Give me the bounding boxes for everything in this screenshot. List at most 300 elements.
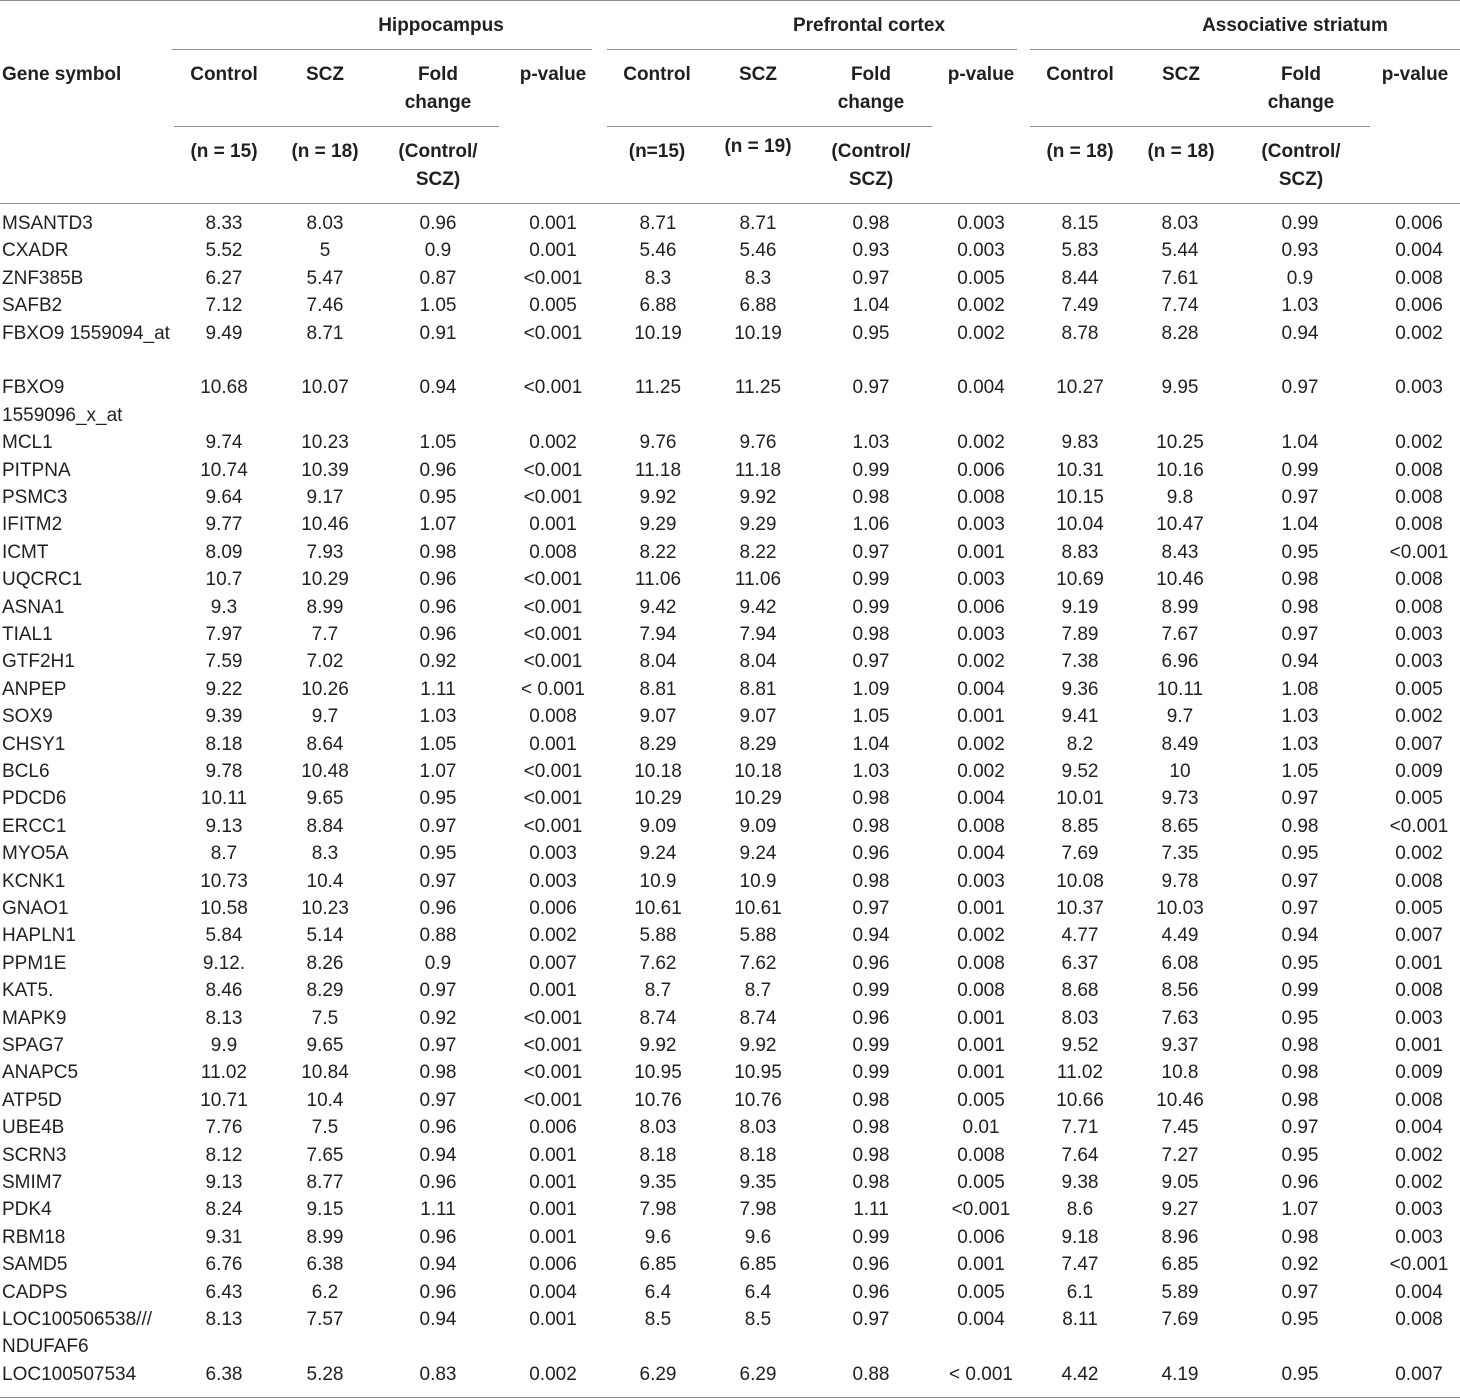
p-value-cell: 0.001 bbox=[957, 541, 1005, 563]
gene-symbol-cell: KAT5. bbox=[2, 980, 54, 1002]
fold-change-cell: 0.9 bbox=[424, 240, 452, 262]
fold-change-cell: 0.98 bbox=[1281, 1035, 1319, 1056]
p-value-cell: 0.003 bbox=[1395, 624, 1443, 645]
fold-change-cell: 0.97 bbox=[419, 815, 457, 837]
gene-symbol-cell: PDCD6 bbox=[2, 788, 67, 810]
fold-change-cell: 0.98 bbox=[852, 487, 890, 508]
control-cell: 9.13 bbox=[205, 1172, 243, 1193]
control-cell: 9.9 bbox=[210, 1035, 238, 1056]
fold-change-cell: 0.95 bbox=[1281, 952, 1319, 974]
control-cell: 7.12 bbox=[205, 295, 243, 317]
fold-change-cell: 0.92 bbox=[419, 1007, 457, 1029]
scz-cell: 9.35 bbox=[739, 1172, 777, 1193]
p-value-cell: <0.001 bbox=[523, 1007, 583, 1029]
fold-change-cell: 0.98 bbox=[852, 1144, 890, 1166]
fold-change-cell: 0.97 bbox=[1281, 1117, 1319, 1139]
fold-change-cell: 0.97 bbox=[419, 1035, 457, 1056]
table-row bbox=[0, 1142, 1460, 1169]
scz-cell: 8.56 bbox=[1161, 980, 1199, 1002]
gene-symbol-cell: ANPEP bbox=[2, 678, 67, 700]
scz-cell: 7.74 bbox=[1161, 295, 1199, 317]
p-value-cell: < 0.001 bbox=[949, 1363, 1013, 1385]
scz-cell: 8.22 bbox=[739, 541, 777, 563]
scz-cell: 6.29 bbox=[739, 1363, 777, 1385]
scz-cell: 10.29 bbox=[734, 788, 782, 810]
scz-cell: 7.62 bbox=[739, 952, 777, 974]
fold-change-cell: 0.98 bbox=[852, 1117, 890, 1139]
fold-change-cell: 0.96 bbox=[419, 569, 457, 591]
p-value-cell: 0.004 bbox=[1395, 1281, 1443, 1303]
control-cell: 8.85 bbox=[1061, 815, 1099, 837]
p-value-cell: <0.001 bbox=[523, 377, 583, 399]
scz-cell: 9.37 bbox=[1161, 1035, 1199, 1056]
control-cell: 8.2 bbox=[1066, 733, 1094, 755]
table-row bbox=[0, 457, 1460, 484]
control-cell: 8.18 bbox=[639, 1144, 677, 1166]
fold-change-cell: 0.97 bbox=[1281, 377, 1319, 399]
control-cell: 8.11 bbox=[1062, 1309, 1098, 1330]
table-row bbox=[0, 1251, 1460, 1278]
scz-cell: 9.95 bbox=[1161, 377, 1199, 399]
fold-change-cell: 0.96 bbox=[852, 1281, 890, 1303]
p-value-cell: 0.003 bbox=[957, 569, 1005, 591]
fold-change-cell: 1.11 bbox=[420, 1199, 456, 1221]
p-value-header: p-value bbox=[519, 64, 587, 85]
fold-change-cell: 0.96 bbox=[419, 1226, 457, 1248]
p-value-cell: 0.003 bbox=[957, 624, 1005, 645]
table-row bbox=[0, 429, 1460, 456]
scz-cell: 9.27 bbox=[1161, 1199, 1199, 1221]
group-rule-prefrontal bbox=[607, 49, 1017, 50]
control-cell: 9.3 bbox=[210, 596, 238, 618]
control-cell: 10.04 bbox=[1056, 514, 1104, 536]
control-cell: 8.81 bbox=[639, 678, 677, 700]
p-value-cell: 0.003 bbox=[957, 213, 1005, 234]
fold-change-cell: 0.98 bbox=[1281, 1062, 1319, 1084]
scz-header: SCZ bbox=[306, 64, 344, 85]
fold-change-cell: 1.07 bbox=[419, 761, 457, 782]
p-value-cell: < 0.001 bbox=[521, 678, 585, 700]
control-cell: 5.88 bbox=[639, 925, 677, 947]
scz-cell: 10.46 bbox=[1156, 1089, 1204, 1111]
fold-change-cell: 0.9 bbox=[1286, 267, 1314, 289]
scz-cell: 11.06 bbox=[734, 569, 782, 591]
ratio-line-2: SCZ) bbox=[848, 168, 894, 190]
control-cell: 9.31 bbox=[205, 1226, 243, 1248]
scz-cell: 7.45 bbox=[1161, 1117, 1199, 1139]
p-value-cell: 0.003 bbox=[1395, 1199, 1443, 1221]
control-cell: 11.02 bbox=[200, 1062, 248, 1084]
fold-label: Fold bbox=[1280, 64, 1322, 85]
fold-change-cell: 1.03 bbox=[1281, 733, 1319, 755]
fold-change-cell: 0.96 bbox=[419, 1117, 457, 1139]
scz-cell: 8.64 bbox=[306, 733, 344, 755]
gene-symbol-cell: FBXO9 1559096_x_at bbox=[2, 377, 123, 426]
p-value-cell: 0.001 bbox=[529, 1199, 577, 1221]
ratio-header bbox=[806, 138, 936, 193]
scz-cell: 5.44 bbox=[1161, 240, 1199, 262]
control-cell: 9.77 bbox=[205, 514, 243, 536]
scz-cell: 8.29 bbox=[739, 733, 777, 755]
gene-symbol-cell: GNAO1 bbox=[2, 898, 69, 919]
fold-change-cell: 0.98 bbox=[852, 213, 890, 234]
p-value-cell: 0.003 bbox=[1395, 651, 1443, 673]
scz-cell: 8.49 bbox=[1161, 733, 1199, 755]
control-cell: 7.64 bbox=[1061, 1144, 1099, 1166]
fold-change-cell: 0.98 bbox=[1281, 596, 1319, 618]
scz-cell: 5.89 bbox=[1161, 1281, 1199, 1303]
scz-cell: 6.85 bbox=[739, 1254, 777, 1276]
control-cell: 6.88 bbox=[639, 295, 677, 317]
p-value-cell: 0.007 bbox=[1395, 925, 1443, 947]
control-header: Control bbox=[1046, 64, 1114, 85]
fold-change-cell: 0.97 bbox=[852, 267, 890, 289]
subheader-rule-prefrontal bbox=[607, 126, 932, 127]
scz-cell: 11.18 bbox=[734, 459, 782, 481]
control-cell: 4.77 bbox=[1061, 925, 1099, 947]
scz-cell: 10.48 bbox=[301, 761, 349, 782]
control-cell: 6.85 bbox=[639, 1254, 677, 1276]
gene-symbol-cell: UQCRC1 bbox=[2, 569, 83, 591]
p-value-cell: 0.003 bbox=[957, 870, 1005, 892]
scz-cell: 7.5 bbox=[311, 1117, 339, 1139]
table-row bbox=[0, 1196, 1460, 1223]
control-cell: 10.76 bbox=[634, 1089, 682, 1111]
p-value-cell: 0.002 bbox=[1395, 1144, 1443, 1166]
p-value-cell: 0.008 bbox=[1395, 980, 1443, 1002]
table-row bbox=[0, 1087, 1460, 1114]
gene-symbol-cell: ANAPC5 bbox=[2, 1062, 79, 1084]
control-cell: 5.46 bbox=[639, 240, 677, 262]
fold-change-cell: 0.95 bbox=[1281, 1144, 1319, 1166]
scz-cell: 8.28 bbox=[1161, 322, 1199, 344]
p-value-cell: 0.004 bbox=[1395, 1117, 1443, 1139]
p-value-cell: 0.009 bbox=[1395, 761, 1443, 782]
p-value-cell: <0.001 bbox=[1389, 815, 1449, 837]
control-cell: 5.84 bbox=[205, 925, 243, 947]
fold-change-cell: 0.99 bbox=[852, 596, 890, 618]
p-value-cell: 0.008 bbox=[1395, 596, 1443, 618]
control-cell: 9.78 bbox=[205, 761, 243, 782]
table-row bbox=[0, 237, 1460, 264]
p-value-cell: <0.001 bbox=[523, 624, 583, 645]
control-cell: 8.7 bbox=[644, 980, 672, 1002]
table-row bbox=[0, 1032, 1460, 1059]
scz-cell: 8.5 bbox=[744, 1309, 772, 1330]
fold-change-cell: 0.95 bbox=[1281, 1007, 1319, 1029]
p-value-cell: 0.005 bbox=[1395, 898, 1443, 919]
scz-cell: 9.78 bbox=[1161, 870, 1199, 892]
p-value-cell: <0.001 bbox=[523, 651, 583, 673]
scz-cell: 7.7 bbox=[311, 624, 339, 645]
n-scz-header: (n = 19) bbox=[724, 136, 792, 157]
scz-cell: 6.88 bbox=[739, 295, 777, 317]
fold-change-cell: 0.97 bbox=[852, 377, 890, 399]
gene-symbol-cell: MCL1 bbox=[2, 432, 53, 454]
ratio-line-1: (Control/ bbox=[1261, 141, 1341, 162]
control-cell: 8.74 bbox=[639, 1007, 677, 1029]
scz-cell: 10.18 bbox=[734, 761, 782, 782]
p-value-cell: 0.004 bbox=[1395, 240, 1443, 262]
fold-change-cell: 0.99 bbox=[852, 1035, 890, 1056]
p-value-cell: 0.008 bbox=[957, 952, 1005, 974]
p-value-cell: 0.001 bbox=[957, 1035, 1005, 1056]
n-control-header: (n = 18) bbox=[1046, 141, 1114, 162]
gene-symbol-cell: GTF2H1 bbox=[2, 651, 75, 673]
p-value-cell: 0.003 bbox=[1395, 377, 1443, 399]
gene-symbol-cell: CHSY1 bbox=[2, 733, 66, 755]
gene-symbol-cell: LOC100506538/// NDUFAF6 bbox=[2, 1309, 153, 1358]
fold-change-cell: 1.03 bbox=[419, 706, 457, 728]
p-value-cell: 0.001 bbox=[1395, 952, 1443, 974]
scz-cell: 8.03 bbox=[306, 213, 344, 234]
p-value-cell: 0.007 bbox=[1395, 733, 1443, 755]
gene-symbol-cell: ERCC1 bbox=[2, 815, 67, 837]
control-cell: 9.35 bbox=[639, 1172, 677, 1193]
table-row bbox=[0, 950, 1460, 977]
p-value-cell: <0.001 bbox=[1389, 1254, 1449, 1276]
p-value-cell: 0.008 bbox=[957, 487, 1005, 508]
p-value-cell: 0.008 bbox=[957, 815, 1005, 837]
p-value-cell: 0.001 bbox=[529, 240, 577, 262]
gene-symbol-cell: PSMC3 bbox=[2, 487, 68, 508]
table-row bbox=[0, 1059, 1460, 1086]
fold-change-cell: 0.98 bbox=[1281, 1226, 1319, 1248]
scz-cell: 10.19 bbox=[734, 322, 782, 344]
scz-cell: 6.85 bbox=[1161, 1254, 1199, 1276]
scz-cell: 8.18 bbox=[739, 1144, 777, 1166]
fold-change-cell: 0.96 bbox=[419, 898, 457, 919]
control-cell: 6.76 bbox=[205, 1254, 243, 1276]
control-cell: 9.52 bbox=[1061, 761, 1099, 782]
p-value-cell: 0.002 bbox=[529, 432, 577, 454]
scz-cell: 10.76 bbox=[734, 1089, 782, 1111]
fold-change-cell: 0.99 bbox=[1281, 980, 1319, 1002]
fold-change-header bbox=[811, 61, 931, 116]
fold-change-cell: 1.04 bbox=[852, 733, 890, 755]
p-value-cell: 0.005 bbox=[957, 1281, 1005, 1303]
table-row bbox=[0, 895, 1460, 922]
scz-cell: 6.2 bbox=[311, 1281, 339, 1303]
p-value-cell: 0.004 bbox=[957, 678, 1005, 700]
p-value-cell: 0.002 bbox=[957, 322, 1005, 344]
control-cell: 7.38 bbox=[1061, 651, 1099, 673]
scz-cell: 10.16 bbox=[1156, 459, 1204, 481]
scz-cell: 8.03 bbox=[739, 1117, 777, 1139]
p-value-cell: 0.002 bbox=[529, 1363, 577, 1385]
fold-change-cell: 0.94 bbox=[1281, 925, 1319, 947]
control-cell: 7.97 bbox=[205, 624, 243, 645]
p-value-cell: 0.001 bbox=[529, 733, 577, 755]
fold-change-cell: 0.95 bbox=[419, 788, 457, 810]
ratio-line-1: (Control/ bbox=[831, 141, 911, 162]
p-value-cell: 0.009 bbox=[1395, 1062, 1443, 1084]
fold-change-cell: 0.97 bbox=[419, 980, 457, 1002]
control-cell: 10.66 bbox=[1056, 1089, 1104, 1111]
control-header: Control bbox=[623, 64, 691, 85]
fold-change-cell: 0.95 bbox=[1281, 1363, 1319, 1385]
scz-cell: 10.47 bbox=[1156, 514, 1204, 536]
scz-cell: 7.98 bbox=[739, 1199, 777, 1221]
fold-change-cell: 1.07 bbox=[419, 514, 457, 536]
gene-symbol-cell: CXADR bbox=[2, 240, 69, 262]
n-scz-header: (n = 18) bbox=[291, 141, 359, 162]
p-value-cell: 0.001 bbox=[529, 514, 577, 536]
gene-symbol-cell: KCNK1 bbox=[2, 870, 66, 892]
fold-change-cell: 0.98 bbox=[852, 1089, 890, 1111]
control-cell: 7.59 bbox=[205, 651, 243, 673]
scz-cell: 8.43 bbox=[1161, 541, 1199, 563]
n-scz-header: (n = 18) bbox=[1147, 141, 1215, 162]
control-header: Control bbox=[190, 64, 258, 85]
control-cell: 7.94 bbox=[639, 624, 677, 645]
gene-symbol-cell: UBE4B bbox=[2, 1117, 65, 1139]
p-value-cell: 0.001 bbox=[957, 1062, 1005, 1084]
scz-cell: 10.84 bbox=[301, 1062, 349, 1084]
scz-cell: 8.84 bbox=[306, 815, 344, 837]
scz-cell: 9.17 bbox=[306, 487, 344, 508]
scz-cell: 6.38 bbox=[306, 1254, 344, 1276]
fold-change-cell: 0.97 bbox=[852, 651, 890, 673]
p-value-cell: 0.002 bbox=[1395, 706, 1443, 728]
fold-change-cell: 1.04 bbox=[1281, 432, 1319, 454]
p-value-cell: 0.005 bbox=[1395, 788, 1443, 810]
control-cell: 5.83 bbox=[1061, 240, 1099, 262]
control-cell: 6.38 bbox=[205, 1363, 243, 1385]
p-value-cell: 0.002 bbox=[1395, 432, 1443, 454]
ratio-header bbox=[1236, 138, 1366, 193]
p-value-cell: 0.006 bbox=[957, 459, 1005, 481]
fold-change-cell: 0.96 bbox=[419, 213, 457, 234]
p-value-cell: 0.001 bbox=[529, 1144, 577, 1166]
table-row bbox=[0, 484, 1460, 511]
control-cell: 9.74 bbox=[205, 432, 243, 454]
p-value-cell: 0.006 bbox=[957, 596, 1005, 618]
table-bottom-rule bbox=[0, 1397, 1460, 1398]
scz-cell: 10.07 bbox=[301, 377, 349, 399]
scz-cell: 6.96 bbox=[1161, 651, 1199, 673]
fold-change-cell: 0.88 bbox=[852, 1363, 890, 1385]
scz-cell: 5 bbox=[319, 240, 331, 262]
control-cell: 8.13 bbox=[205, 1309, 243, 1330]
fold-change-cell: 0.94 bbox=[1281, 322, 1319, 344]
ratio-line-1: (Control/ bbox=[398, 141, 478, 162]
scz-cell: 8.71 bbox=[739, 213, 777, 234]
table-row bbox=[0, 594, 1460, 621]
fold-change-cell: 0.95 bbox=[852, 322, 890, 344]
control-cell: 11.02 bbox=[1056, 1062, 1104, 1084]
p-value-cell: 0.001 bbox=[529, 1309, 577, 1330]
scz-cell: 10.03 bbox=[1156, 898, 1204, 919]
fold-change-cell: 0.99 bbox=[852, 1062, 890, 1084]
fold-label: Fold bbox=[417, 64, 459, 85]
control-cell: 10.68 bbox=[200, 377, 248, 399]
scz-cell: 9.15 bbox=[306, 1199, 344, 1221]
control-cell: 9.13 bbox=[205, 815, 243, 837]
fold-change-cell: 0.97 bbox=[1281, 898, 1319, 919]
fold-change-cell: 0.9 bbox=[424, 952, 452, 974]
scz-cell: 7.27 bbox=[1161, 1144, 1199, 1166]
gene-symbol-cell: MAPK9 bbox=[2, 1007, 67, 1029]
p-value-cell: 0.002 bbox=[1395, 843, 1443, 865]
change-label: change bbox=[404, 91, 472, 113]
table-row bbox=[0, 1224, 1460, 1251]
control-cell: 8.78 bbox=[1061, 322, 1099, 344]
scz-cell: 8.7 bbox=[744, 980, 772, 1002]
scz-cell: 7.5 bbox=[311, 1007, 339, 1029]
gene-symbol-cell: SPAG7 bbox=[2, 1035, 64, 1056]
p-value-cell: 0.008 bbox=[1395, 1309, 1443, 1330]
scz-cell: 9.29 bbox=[739, 514, 777, 536]
p-value-cell: 0.002 bbox=[957, 432, 1005, 454]
control-cell: 8.68 bbox=[1061, 980, 1099, 1002]
control-cell: 10.01 bbox=[1056, 788, 1104, 810]
table-row bbox=[0, 785, 1460, 812]
fold-change-cell: 0.92 bbox=[419, 651, 457, 673]
fold-change-cell: 0.99 bbox=[852, 1226, 890, 1248]
fold-change-cell: 0.98 bbox=[1281, 815, 1319, 837]
scz-cell: 6.08 bbox=[1161, 952, 1199, 974]
table-row bbox=[0, 265, 1460, 292]
fold-change-cell: 0.99 bbox=[1281, 459, 1319, 481]
table-row bbox=[0, 731, 1460, 758]
control-cell: 9.22 bbox=[205, 678, 243, 700]
control-cell: 7.62 bbox=[639, 952, 677, 974]
p-value-cell: <0.001 bbox=[523, 788, 583, 810]
fold-change-cell: 0.97 bbox=[852, 1309, 890, 1330]
control-cell: 5.52 bbox=[205, 240, 243, 262]
scz-cell: 7.65 bbox=[306, 1144, 344, 1166]
fold-change-cell: 1.05 bbox=[419, 432, 457, 454]
p-value-cell: 0.002 bbox=[957, 295, 1005, 317]
table-row bbox=[0, 922, 1460, 949]
fold-change-cell: 1.11 bbox=[853, 1199, 889, 1221]
fold-change-cell: 0.99 bbox=[852, 980, 890, 1002]
scz-cell: 9.09 bbox=[739, 815, 777, 837]
n-control-header: (n = 15) bbox=[190, 141, 258, 162]
fold-change-cell: 0.97 bbox=[1281, 624, 1319, 645]
table-row bbox=[0, 676, 1460, 703]
p-value-cell: <0.001 bbox=[523, 596, 583, 618]
control-cell: 10.74 bbox=[200, 459, 248, 481]
p-value-cell: 0.002 bbox=[529, 925, 577, 947]
scz-cell: 8.99 bbox=[306, 1226, 344, 1248]
scz-cell: 8.65 bbox=[1161, 815, 1199, 837]
gene-symbol-cell: ATP5D bbox=[2, 1089, 62, 1111]
scz-cell: 10.4 bbox=[306, 870, 344, 892]
control-cell: 10.71 bbox=[200, 1089, 248, 1111]
control-cell: 10.37 bbox=[1056, 898, 1104, 919]
scz-cell: 10.26 bbox=[301, 678, 349, 700]
scz-cell: 4.19 bbox=[1161, 1363, 1199, 1385]
p-value-cell: 0.002 bbox=[957, 733, 1005, 755]
control-cell: 7.98 bbox=[639, 1199, 677, 1221]
p-value-cell: 0.005 bbox=[529, 295, 577, 317]
scz-cell: 8.99 bbox=[306, 596, 344, 618]
scz-cell: 8.04 bbox=[739, 651, 777, 673]
p-value-cell: <0.001 bbox=[523, 815, 583, 837]
fold-change-cell: 0.94 bbox=[419, 1309, 457, 1330]
scz-cell: 9.8 bbox=[1166, 487, 1194, 508]
scz-cell: 8.77 bbox=[306, 1172, 344, 1193]
control-cell: 10.69 bbox=[1056, 569, 1104, 591]
control-cell: 9.92 bbox=[639, 1035, 677, 1056]
p-value-cell: 0.01 bbox=[962, 1117, 1000, 1139]
group-header-prefrontal: Prefrontal cortex bbox=[792, 15, 946, 36]
p-value-cell: <0.001 bbox=[523, 1089, 583, 1111]
table-row bbox=[0, 566, 1460, 593]
p-value-cell: 0.003 bbox=[529, 843, 577, 865]
